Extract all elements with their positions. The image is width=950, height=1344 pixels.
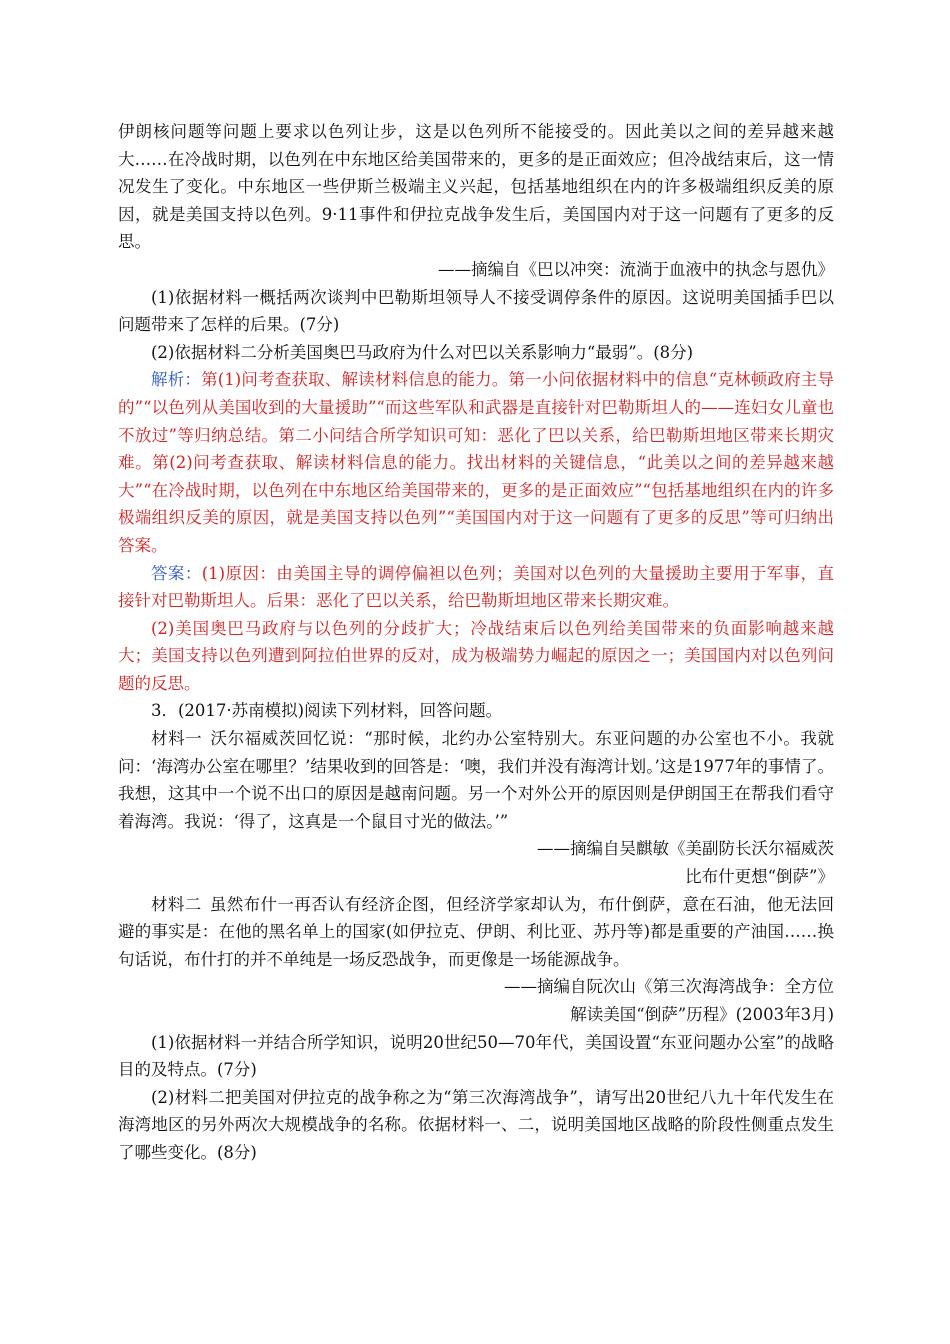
q2-subquestion-1: (1)依据材料一概括两次谈判中巴勒斯坦领导人不接受调停条件的原因。这说明美国插手巴以问题带来了怎样的后果。(7分) <box>118 287 834 335</box>
q2-subquestion-2: (2)依据材料二分析美国奥巴马政府为什么对巴以关系影响力“最弱”。(8分) <box>151 342 694 362</box>
material-continued-text: 伊朗核问题等问题上要求以色列让步，这是以色列所不能接受的。因此美以之间的差异越来越大……在冷战时期，以色列在中东地区给美国带来的，更多的是正面效应；但冷战结束后，这一情况发生了变化。中东地区一些伊斯兰极端主义兴起，包括基地组织在内的许多极端组织反美的原因，就是美国支持以色列。9·11事件和伊拉克战争发生后，美国国内对于这一问题有了更多的反思。 <box>118 122 834 252</box>
q3-material-2 <box>118 891 834 974</box>
material-2-source-line-2: 解读美国“倒萨”历程》(2003年3月) <box>570 1005 834 1024</box>
q2-answer-1 <box>118 560 834 615</box>
material-1-text: 沃尔福威茨回忆说：“那时候，北约办公室特别大。东亚问题的办公室也不小。我就问：‘海湾办公室在哪里？’结果收到的回答是：‘噢，我们并没有海湾计划。’这是1977年的事情了。我想，这其中一个说不出口的原因是越南问题。另一个对外公开的原因则是伊朗国王在帮我们看守着海湾。我说：‘得了，这真是一个鼠目寸光的做法。’” <box>118 729 835 831</box>
material-2-text: 虽然布什一再否认有经济企图，但经济学家却认为，布什倒萨，意在石油，他无法回避的事实是：在他的黑名单上的国家(如伊拉克、伊朗、利比亚、苏丹等)都是重要的产油国……换句话说，布什打的并不单纯是一场反恐战争，而更像是一场能源战争。 <box>118 894 835 969</box>
q2-analysis <box>118 366 834 559</box>
material-2-label: 材料二 <box>151 894 202 914</box>
analysis-label: 解析： <box>151 370 202 390</box>
material-2-source-line-1: ——摘编自阮次山《第三次海湾战争：全方位 <box>504 977 834 997</box>
document-page <box>118 118 834 1167</box>
analysis-text: 第(1)问考查获取、解读材料信息的能力。第一小问依据材料中的信息“克林顿政府主导的”“以色列从美国收到的大量援助”“而这些军队和武器是直接针对巴勒斯坦人的——连妇女儿童也不放过”等归纳总结。第二小问结合所学知识可知：恶化了巴以关系，给巴勒斯坦地区带来长期灾难。第(2)问考查获取、解读材料信息的能力。找出材料的关键信息，“此美以之间的差异越来越大”“在冷战时期，以色列在中东地区给美国带来的，更多的是正面效应”“包括基地组织在内的许多极端组织反美的原因，就是美国支持以色列”“美国国内对于这一问题有了更多的反思”等可归纳出答案。 <box>118 370 834 555</box>
answer-label: 答案： <box>151 563 202 583</box>
material-source: ——摘编自《巴以冲突：流淌于血液中的执念与恩仇》 <box>438 259 834 279</box>
q3-subquestion-1: (1)依据材料一并结合所学知识，说明20世纪50—70年代，美国设置“东亚问题办公室”的战略目的及特点。(7分) <box>118 1032 834 1080</box>
material-1-source-line-2: 比布什更想“倒萨”》 <box>685 867 834 887</box>
q3-material-1 <box>118 725 834 835</box>
material-1-label: 材料一 <box>151 729 203 749</box>
q2-answer-2: (2)美国奥巴马政府与以色列的分歧扩大；冷战结束后以色列给美国带来的负面影响越来越大；美国支持以色列遭到阿拉伯世界的反对，成为极端势力崛起的原因之一；美国国内对以色列问题的反思。 <box>118 618 834 693</box>
q3-title: 3．(2017·苏南模拟)阅读下列材料，回答问题。 <box>151 701 503 721</box>
answer-text-1: (1)原因：由美国主导的调停偏袒以色列；美国对以色列的大量援助主要用于军事，直接针对巴勒斯坦人。后果：恶化了巴以关系，给巴勒斯坦地区带来长期灾难。 <box>118 563 835 611</box>
q3-subquestion-2: (2)材料二把美国对伊拉克的战争称之为“第三次海湾战争”，请写出20世纪八九十年代发生在海湾地区的另外两次大规模战争的名称。依据材料一、二，说明美国地区战略的阶段性侧重点发生了哪些变化。(8分) <box>118 1087 834 1162</box>
material-1-source-line-1: ——摘编自吴麒敏《美副防长沃尔福威茨 <box>537 839 834 859</box>
